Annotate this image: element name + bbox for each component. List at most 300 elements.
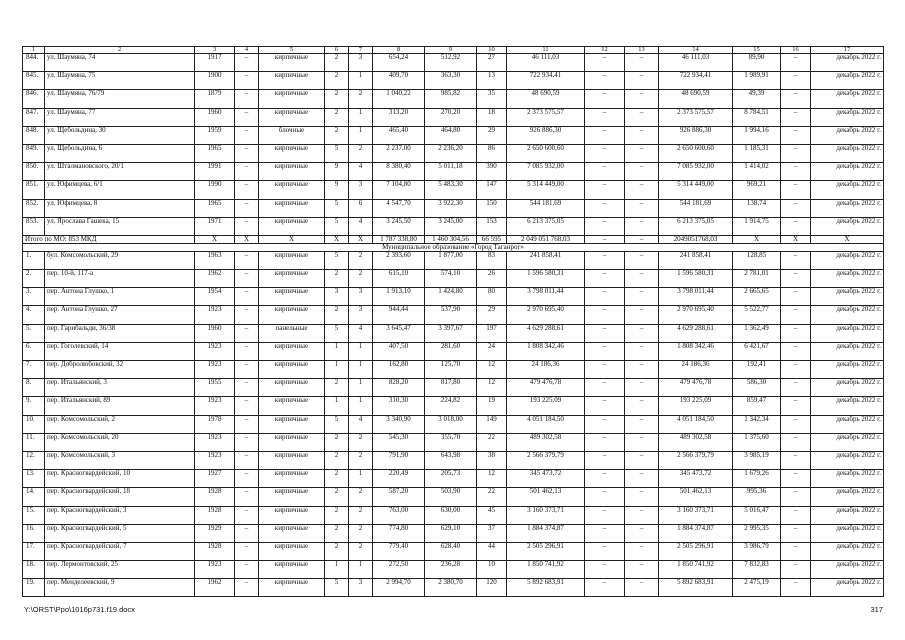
table-cell: 1 877,00 bbox=[425, 251, 477, 269]
table-cell: – bbox=[625, 524, 659, 542]
table-cell: 5 bbox=[325, 579, 349, 597]
table-row bbox=[23, 342, 884, 360]
table-cell: 3 018,00 bbox=[425, 415, 477, 433]
table-cell: 850. bbox=[23, 163, 45, 181]
table-cell: 363,30 bbox=[425, 72, 477, 90]
table-cell: 1962 bbox=[195, 270, 235, 288]
table-cell: – bbox=[625, 163, 659, 181]
table-cell: 38 bbox=[477, 451, 507, 469]
deadline-cell: декабрь 2022 г. bbox=[811, 470, 884, 488]
deadline-cell: декабрь 2022 г. bbox=[811, 579, 884, 597]
address-cell: ул. Шталмановского, 20/1 bbox=[45, 163, 195, 181]
table-row bbox=[23, 361, 884, 379]
table-cell: – bbox=[235, 433, 259, 451]
table-cell: 3 340,90 bbox=[373, 415, 425, 433]
table-cell: 193 225,09 bbox=[659, 397, 733, 415]
table-cell: 846. bbox=[23, 90, 45, 108]
table-cell: 926 886,30 bbox=[507, 126, 585, 144]
table-cell: 1 424,80 bbox=[425, 288, 477, 306]
table-cell: 10. bbox=[23, 415, 45, 433]
deadline-cell: декабрь 2022 г. bbox=[811, 217, 884, 235]
table-cell: 2. bbox=[23, 270, 45, 288]
table-cell: кирпичные bbox=[259, 108, 325, 126]
table-cell: – bbox=[585, 524, 625, 542]
table-cell: – bbox=[585, 288, 625, 306]
table-cell: 2 237,00 bbox=[373, 144, 425, 162]
table-cell: 345 473,72 bbox=[507, 470, 585, 488]
table-cell: – bbox=[625, 324, 659, 342]
table-cell: – bbox=[585, 506, 625, 524]
table-cell: – bbox=[235, 251, 259, 269]
table-cell: – bbox=[625, 90, 659, 108]
table-cell: 3 bbox=[349, 579, 373, 597]
table-cell: – bbox=[235, 470, 259, 488]
table-cell: – bbox=[781, 306, 811, 324]
address-cell: пер. Антона Глушко, 27 bbox=[45, 306, 195, 324]
table-cell: 3 645,47 bbox=[373, 324, 425, 342]
table-cell: 2 bbox=[325, 451, 349, 469]
table-cell: 3 798 011,44 bbox=[507, 288, 585, 306]
address-cell: пер. Лермонтовский, 25 bbox=[45, 561, 195, 579]
table-cell: 852. bbox=[23, 199, 45, 217]
table-cell: 574,10 bbox=[425, 270, 477, 288]
table-cell: 1 913,10 bbox=[373, 288, 425, 306]
table-cell: 6 213 375,05 bbox=[659, 217, 733, 235]
header-cell: 6 bbox=[325, 47, 349, 54]
table-cell: 844. bbox=[23, 54, 45, 72]
table-cell: 4 bbox=[349, 415, 373, 433]
table-cell: 16. bbox=[23, 524, 45, 542]
table-cell: 1 bbox=[325, 561, 349, 579]
header-cell: 4 bbox=[235, 47, 259, 54]
table-cell: 18. bbox=[23, 561, 45, 579]
table-cell: – bbox=[781, 126, 811, 144]
table-cell: 1 bbox=[349, 470, 373, 488]
table-cell: 1917 bbox=[195, 54, 235, 72]
table-cell: – bbox=[781, 433, 811, 451]
table-cell: 4 629 288,61 bbox=[659, 324, 733, 342]
table-cell: 3 bbox=[349, 306, 373, 324]
table-cell: – bbox=[235, 163, 259, 181]
deadline-cell: декабрь 2022 г. bbox=[811, 72, 884, 90]
table-cell: 6. bbox=[23, 342, 45, 360]
table-cell: – bbox=[781, 217, 811, 235]
table-cell: 2 665,65 bbox=[733, 288, 781, 306]
table-cell: 345 473,72 bbox=[659, 470, 733, 488]
table-cell: 2 bbox=[325, 126, 349, 144]
deadline-cell: декабрь 2022 г. bbox=[811, 181, 884, 199]
deadline-cell: декабрь 2022 г. bbox=[811, 324, 884, 342]
table-cell: 1923 bbox=[195, 342, 235, 360]
table-cell: 851. bbox=[23, 181, 45, 199]
table-cell: кирпичные bbox=[259, 361, 325, 379]
table-cell: 86 bbox=[477, 144, 507, 162]
table-cell: 544 181,69 bbox=[659, 199, 733, 217]
table-cell: 313,20 bbox=[373, 108, 425, 126]
table-cell: 48 690,59 bbox=[659, 90, 733, 108]
table-cell: 1 bbox=[349, 72, 373, 90]
table-cell: 2 bbox=[349, 451, 373, 469]
header-cell: 10 bbox=[477, 47, 507, 54]
table-cell: 24 186,36 bbox=[659, 361, 733, 379]
total-cell: X bbox=[325, 235, 349, 243]
table-cell: – bbox=[585, 90, 625, 108]
table-cell: 859,47 bbox=[733, 397, 781, 415]
table-cell: 1960 bbox=[195, 324, 235, 342]
header-cell: 12 bbox=[585, 47, 625, 54]
table-cell: – bbox=[235, 126, 259, 144]
table-cell: – bbox=[781, 144, 811, 162]
total-cell: X bbox=[259, 235, 325, 243]
table-cell: – bbox=[781, 251, 811, 269]
deadline-cell: декабрь 2022 г. bbox=[811, 397, 884, 415]
table-cell: – bbox=[781, 90, 811, 108]
table-cell: 1923 bbox=[195, 451, 235, 469]
table-cell: – bbox=[781, 415, 811, 433]
table-cell: – bbox=[625, 561, 659, 579]
table-cell: – bbox=[625, 108, 659, 126]
table-cell: 1991 bbox=[195, 163, 235, 181]
table-cell: 2 393,60 bbox=[373, 251, 425, 269]
address-cell: пер. Добролюбовский, 32 bbox=[45, 361, 195, 379]
table-cell: 2 505 296,91 bbox=[507, 542, 585, 560]
table-cell: кирпичные bbox=[259, 451, 325, 469]
table-row bbox=[23, 144, 884, 162]
deadline-cell: декабрь 2022 г. bbox=[811, 90, 884, 108]
address-cell: пер. Итальянский, 3 bbox=[45, 379, 195, 397]
table-cell: 2 bbox=[325, 524, 349, 542]
table-cell: 1 596 580,31 bbox=[659, 270, 733, 288]
header-cell: 15 bbox=[733, 47, 781, 54]
table-cell: 722 934,41 bbox=[507, 72, 585, 90]
address-cell: бул. Комсомольский, 29 bbox=[45, 251, 195, 269]
table-cell: 5 016,47 bbox=[733, 506, 781, 524]
table-row bbox=[23, 379, 884, 397]
table-row bbox=[23, 561, 884, 579]
table-cell: – bbox=[781, 561, 811, 579]
table-cell: 1 850 741,92 bbox=[507, 561, 585, 579]
table-cell: – bbox=[781, 199, 811, 217]
total-cell: X bbox=[235, 235, 259, 243]
table-cell: – bbox=[781, 361, 811, 379]
table-cell: 2 475,19 bbox=[733, 579, 781, 597]
table-cell: 197 bbox=[477, 324, 507, 342]
table-cell: 9 bbox=[325, 163, 349, 181]
table-cell: 2 bbox=[349, 524, 373, 542]
table-cell: 501 462,13 bbox=[659, 488, 733, 506]
table-cell: 224,82 bbox=[425, 397, 477, 415]
column-number-header bbox=[23, 47, 884, 54]
table-cell: – bbox=[625, 379, 659, 397]
address-cell: ул. Ярослава Гашека, 15 bbox=[45, 217, 195, 235]
table-cell: – bbox=[781, 288, 811, 306]
table-cell: – bbox=[781, 54, 811, 72]
table-cell: 5 483,30 bbox=[425, 181, 477, 199]
table-row bbox=[23, 72, 884, 90]
table-cell: 2 bbox=[349, 506, 373, 524]
table-cell: 1955 bbox=[195, 379, 235, 397]
table-cell: – bbox=[585, 181, 625, 199]
footer-file-path: Y:\ORST\Ppo\1016p731.f19.docx bbox=[24, 605, 135, 614]
table-cell: 1 884 374,87 bbox=[659, 524, 733, 542]
table-cell: 4 051 184,50 bbox=[507, 415, 585, 433]
table-cell: – bbox=[235, 506, 259, 524]
header-cell: 5 bbox=[259, 47, 325, 54]
table-cell: 1923 bbox=[195, 306, 235, 324]
table-cell: – bbox=[235, 270, 259, 288]
table-cell: 2 650 600,60 bbox=[507, 144, 585, 162]
table-cell: 3 985,19 bbox=[733, 451, 781, 469]
address-cell: пер. Антона Глушко, 1 bbox=[45, 288, 195, 306]
table-cell: 629,10 bbox=[425, 524, 477, 542]
table-cell: 1978 bbox=[195, 415, 235, 433]
table-cell: 464,80 bbox=[425, 126, 477, 144]
table-cell: 5 522,77 bbox=[733, 306, 781, 324]
table-cell: – bbox=[235, 90, 259, 108]
table-cell: – bbox=[235, 451, 259, 469]
table-cell: – bbox=[235, 542, 259, 560]
table-cell: кирпичные bbox=[259, 542, 325, 560]
table-cell: 2 bbox=[325, 470, 349, 488]
table-row bbox=[23, 108, 884, 126]
table-cell: 2 970 695,40 bbox=[659, 306, 733, 324]
table-cell: 628,40 bbox=[425, 542, 477, 560]
deadline-cell: декабрь 2022 г. bbox=[811, 144, 884, 162]
total-label: Итого по МО: 853 МКД bbox=[23, 235, 195, 243]
table-cell: 5. bbox=[23, 324, 45, 342]
deadline-cell: декабрь 2022 г. bbox=[811, 163, 884, 181]
address-cell: пер. Менделеевский, 9 bbox=[45, 579, 195, 597]
table-cell: 26 bbox=[477, 270, 507, 288]
table-cell: 4 547,70 bbox=[373, 199, 425, 217]
table-cell: 409,70 bbox=[373, 72, 425, 90]
table-cell: кирпичные bbox=[259, 415, 325, 433]
table-cell: 310,30 bbox=[373, 397, 425, 415]
table-cell: – bbox=[235, 488, 259, 506]
table-cell: 18 bbox=[477, 108, 507, 126]
table-cell: 192,41 bbox=[733, 361, 781, 379]
table-cell: кирпичные bbox=[259, 397, 325, 415]
table-cell: 2 bbox=[325, 72, 349, 90]
table-cell: 544 181,69 bbox=[507, 199, 585, 217]
table-cell: 1 bbox=[325, 397, 349, 415]
table-cell: 2 bbox=[325, 506, 349, 524]
table-cell: 587,20 bbox=[373, 488, 425, 506]
table-cell: – bbox=[235, 397, 259, 415]
deadline-cell: декабрь 2022 г. bbox=[811, 451, 884, 469]
table-cell: 2 373 575,57 bbox=[507, 108, 585, 126]
table-cell: – bbox=[585, 72, 625, 90]
table-cell: – bbox=[585, 379, 625, 397]
table-cell: – bbox=[235, 379, 259, 397]
table-cell: 1. bbox=[23, 251, 45, 269]
table-cell: – bbox=[625, 451, 659, 469]
table-cell: 845. bbox=[23, 72, 45, 90]
table-cell: 2 bbox=[325, 108, 349, 126]
table-cell: – bbox=[235, 199, 259, 217]
deadline-cell: декабрь 2022 г. bbox=[811, 108, 884, 126]
table-cell: 3 bbox=[325, 288, 349, 306]
header-cell: 8 bbox=[373, 47, 425, 54]
footer-page-number: 317 bbox=[870, 605, 883, 614]
table-row bbox=[23, 270, 884, 288]
table-cell: 847. bbox=[23, 108, 45, 126]
table-cell: – bbox=[235, 342, 259, 360]
address-cell: пер. Итальянский, 89 bbox=[45, 397, 195, 415]
total-cell: 1 787 338,80 bbox=[373, 235, 425, 243]
table-cell: 2 373 575,57 bbox=[659, 108, 733, 126]
table-cell: 8 380,40 bbox=[373, 163, 425, 181]
table-cell: кирпичные bbox=[259, 163, 325, 181]
table-cell: 1 375,60 bbox=[733, 433, 781, 451]
table-cell: 162,80 bbox=[373, 361, 425, 379]
table-cell: 1 185,31 bbox=[733, 144, 781, 162]
table-cell: – bbox=[235, 288, 259, 306]
table-cell: 241 858,41 bbox=[659, 251, 733, 269]
deadline-cell: декабрь 2022 г. bbox=[811, 126, 884, 144]
table-row bbox=[23, 54, 884, 72]
table-cell: – bbox=[585, 199, 625, 217]
table-cell: 1 bbox=[349, 342, 373, 360]
header-cell: 7 bbox=[349, 47, 373, 54]
table-cell: – bbox=[585, 561, 625, 579]
table-cell: 969,21 bbox=[733, 181, 781, 199]
table-cell: – bbox=[585, 251, 625, 269]
table-cell: 1 679,26 bbox=[733, 470, 781, 488]
table-cell: 1965 bbox=[195, 199, 235, 217]
header-cell: 14 bbox=[659, 47, 733, 54]
table-cell: 4 bbox=[349, 324, 373, 342]
table-cell: 2 994,70 bbox=[373, 579, 425, 597]
header-cell: 17 bbox=[811, 47, 884, 54]
table-cell: кирпичные bbox=[259, 470, 325, 488]
table-cell: – bbox=[625, 54, 659, 72]
table-cell: 407,50 bbox=[373, 342, 425, 360]
table-cell: 779,40 bbox=[373, 542, 425, 560]
table-cell: – bbox=[235, 72, 259, 90]
table-cell: 49,39 bbox=[733, 90, 781, 108]
table-cell: 46 111,03 bbox=[659, 54, 733, 72]
header-cell: 9 bbox=[425, 47, 477, 54]
table-row bbox=[23, 217, 884, 235]
table-cell: – bbox=[625, 415, 659, 433]
table-cell: – bbox=[781, 451, 811, 469]
table-cell: – bbox=[235, 54, 259, 72]
table-cell: 2 505 296,91 bbox=[659, 542, 733, 560]
address-cell: ул. Шаумяна, 75 bbox=[45, 72, 195, 90]
table-cell: 3 245,00 bbox=[425, 217, 477, 235]
table-cell: 489 302,58 bbox=[507, 433, 585, 451]
total-row bbox=[23, 235, 884, 243]
table-cell: 2 bbox=[349, 542, 373, 560]
table-cell: 537,90 bbox=[425, 306, 477, 324]
table-cell: 7. bbox=[23, 361, 45, 379]
table-cell: – bbox=[625, 72, 659, 90]
table-row bbox=[23, 579, 884, 597]
table-cell: – bbox=[235, 524, 259, 542]
table-cell: кирпичные bbox=[259, 433, 325, 451]
table-cell: 6 213 375,05 bbox=[507, 217, 585, 235]
table-cell: 545,30 bbox=[373, 433, 425, 451]
table-cell: 3 160 373,71 bbox=[659, 506, 733, 524]
address-cell: ул. Шаумяна, 76/79 bbox=[45, 90, 195, 108]
table-cell: 774,80 bbox=[373, 524, 425, 542]
table-cell: 270,20 bbox=[425, 108, 477, 126]
table-cell: 1 884 374,87 bbox=[507, 524, 585, 542]
table-cell: 7 085 932,00 bbox=[507, 163, 585, 181]
table-cell: 1 362,49 bbox=[733, 324, 781, 342]
table-cell: кирпичные bbox=[259, 561, 325, 579]
table-cell: 2 bbox=[325, 54, 349, 72]
table-row bbox=[23, 126, 884, 144]
table-cell: 2 380,70 bbox=[425, 579, 477, 597]
deadline-cell: декабрь 2022 г. bbox=[811, 361, 884, 379]
table-cell: 10 bbox=[477, 561, 507, 579]
table-cell: 6 bbox=[349, 199, 373, 217]
table-cell: 14. bbox=[23, 488, 45, 506]
table-cell: 501 462,13 bbox=[507, 488, 585, 506]
address-cell: пер. Красногвардейский, 18 bbox=[45, 488, 195, 506]
table-cell: – bbox=[585, 579, 625, 597]
total-cell: 2 049 051 768,03 bbox=[507, 235, 585, 243]
table-cell: 1879 bbox=[195, 90, 235, 108]
table-cell: 45 bbox=[477, 506, 507, 524]
table-cell: – bbox=[781, 108, 811, 126]
table-cell: 1963 bbox=[195, 251, 235, 269]
table-cell: – bbox=[585, 144, 625, 162]
table-cell: 35 bbox=[477, 90, 507, 108]
table-cell: 2 bbox=[325, 306, 349, 324]
table-cell: 1960 bbox=[195, 108, 235, 126]
table-cell: 791,90 bbox=[373, 451, 425, 469]
table-row bbox=[23, 90, 884, 108]
table-cell: 1 bbox=[349, 561, 373, 579]
table-cell: 2 bbox=[349, 90, 373, 108]
table-cell: 3 bbox=[349, 54, 373, 72]
table-cell: 3 798 011,44 bbox=[659, 288, 733, 306]
table-cell: – bbox=[781, 72, 811, 90]
table-cell: кирпичные bbox=[259, 306, 325, 324]
table-cell: 2 650 600,60 bbox=[659, 144, 733, 162]
table-cell: кирпичные bbox=[259, 199, 325, 217]
table-cell: 1923 bbox=[195, 433, 235, 451]
address-cell: пер. Красногвардейский, 7 bbox=[45, 542, 195, 560]
table-cell: – bbox=[235, 144, 259, 162]
table-cell: 1954 bbox=[195, 288, 235, 306]
table-cell: 2 bbox=[325, 488, 349, 506]
deadline-cell: декабрь 2022 г. bbox=[811, 415, 884, 433]
table-cell: – bbox=[625, 506, 659, 524]
table-cell: 5 892 683,91 bbox=[659, 579, 733, 597]
table-cell: 2 bbox=[325, 542, 349, 560]
table-cell: 8. bbox=[23, 379, 45, 397]
address-cell: пер. Комсомольский, 2 bbox=[45, 415, 195, 433]
table-cell: – bbox=[781, 270, 811, 288]
table-cell: 149 bbox=[477, 415, 507, 433]
table-cell: 853. bbox=[23, 217, 45, 235]
table-cell: 3 bbox=[349, 181, 373, 199]
table-cell: 5 bbox=[325, 217, 349, 235]
table-cell: – bbox=[585, 108, 625, 126]
table-cell: кирпичные bbox=[259, 379, 325, 397]
table-cell: 489 302,58 bbox=[659, 433, 733, 451]
table-cell: 1 bbox=[349, 397, 373, 415]
table-cell: 763,00 bbox=[373, 506, 425, 524]
table-cell: – bbox=[235, 415, 259, 433]
table-cell: 355,70 bbox=[425, 433, 477, 451]
address-cell: ул. Щебольдина, 6 bbox=[45, 144, 195, 162]
table-cell: 46 111,03 bbox=[507, 54, 585, 72]
